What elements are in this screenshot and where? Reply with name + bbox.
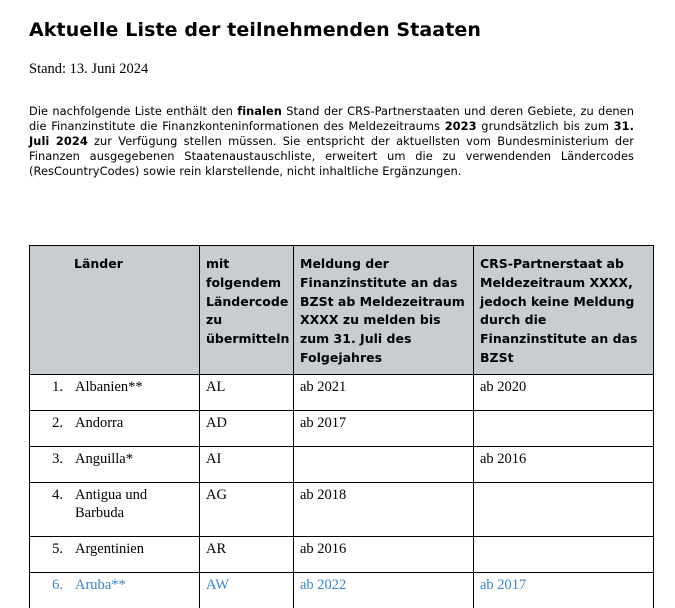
cell-code: AL (200, 374, 294, 410)
row-number: 1. (52, 378, 63, 395)
stand-date: Stand: 13. Juni 2024 (29, 61, 149, 77)
intro-bold-deadline: 31. Juli 2024 (29, 119, 635, 148)
cell-meldung: ab 2017 (294, 410, 474, 446)
cell-land (30, 374, 200, 410)
row-number: 3. (52, 450, 63, 467)
cell-meldung: ab 2016 (294, 536, 474, 572)
cell-land (30, 446, 200, 482)
table-header-row (30, 246, 654, 375)
country-name: Albanien** (75, 378, 143, 395)
table-row (30, 446, 654, 482)
cell-partner: ab 2017 (474, 572, 654, 608)
states-table (29, 245, 654, 608)
table-row (30, 374, 654, 410)
row-number: 4. (52, 486, 63, 503)
table-row (30, 482, 654, 536)
cell-partner (474, 536, 654, 572)
row-number: 5. (52, 540, 63, 557)
intro-text-4: zur Verfügung stellen müssen. Sie entspricht der aktuellsten vom Bundesministerium der Finanzen ausgegebenen Staatenaustauschliste, erweitert um die zu verwendenden Ländercodes (ResCountryCodes) sowie rein klarstellende, nicht inhaltliche Ergänzungen. (29, 134, 634, 178)
header-partnerstaat: CRS-Partnerstaat ab Meldezeitraum XXXX, jedoch keine Meldung durch die Finanzinstitute an das BZSt (474, 246, 654, 375)
table-row (30, 572, 654, 608)
row-number: 2. (52, 414, 63, 431)
table-row (30, 536, 654, 572)
cell-land (30, 482, 200, 536)
cell-partner: ab 2020 (474, 374, 654, 410)
cell-land (30, 410, 200, 446)
cell-code: AI (200, 446, 294, 482)
cell-land (30, 572, 200, 608)
table-row (30, 410, 654, 446)
country-name: Aruba** (75, 576, 126, 593)
country-name: Antigua und Barbuda (75, 486, 148, 521)
cell-partner (474, 410, 654, 446)
cell-meldung: ab 2018 (294, 482, 474, 536)
country-name: Andorra (75, 414, 124, 431)
row-number: 6. (52, 576, 63, 593)
cell-code: AG (200, 482, 294, 536)
country-name: Argentinien (75, 540, 144, 557)
header-laender: Länder (30, 246, 200, 375)
cell-partner: ab 2016 (474, 446, 654, 482)
cell-code: AR (200, 536, 294, 572)
cell-land (30, 536, 200, 572)
intro-text-1: Die nachfolgende Liste enthält den (29, 104, 238, 118)
intro-bold-final: finalen (237, 104, 282, 118)
intro-text-2: Stand der CRS-Partnerstaaten und deren Gebiete, zu denen die Finanzinstitute die Finanzkonteninformationen des Meldezeitraums (29, 104, 634, 133)
intro-paragraph (29, 104, 634, 179)
header-meldung: Meldung der Finanzinstitute an das BZSt ab Meldezeitraum XXXX zu melden bis zum 31. Juli des Folgejahres (294, 246, 474, 375)
cell-code: AW (200, 572, 294, 608)
page-title: Aktuelle Liste der teilnehmenden Staaten (29, 19, 482, 41)
cell-meldung: ab 2022 (294, 572, 474, 608)
intro-bold-year: 2023 (444, 119, 477, 133)
intro-text-3: grundsätzlich bis zum (476, 119, 614, 133)
country-name: Anguilla* (75, 450, 133, 467)
cell-meldung (294, 446, 474, 482)
header-laendercode: mit folgendem Ländercode zu übermitteln (200, 246, 294, 375)
cell-partner (474, 482, 654, 536)
cell-meldung: ab 2021 (294, 374, 474, 410)
cell-code: AD (200, 410, 294, 446)
